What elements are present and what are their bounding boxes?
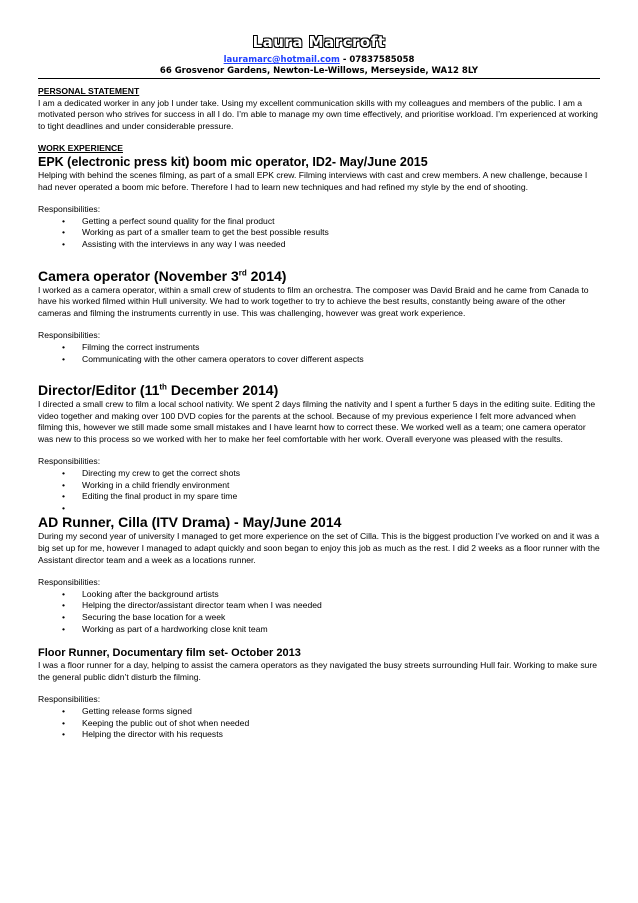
personal-statement-heading: PERSONAL STATEMENT [38, 86, 140, 96]
list-item: • Helping the director with his requests [38, 729, 600, 741]
responsibilities-list [38, 216, 600, 251]
list-item: • Editing the final product in my spare time [38, 491, 600, 503]
list-item: • Working as part of a smaller team to get the best possible results [38, 227, 600, 239]
phone-number: - 07837585058 [339, 55, 415, 65]
responsibilities-label: Responsibilities: [38, 204, 101, 215]
candidate-name: Laura Marcroft [252, 33, 386, 51]
email-link[interactable]: lauramarc@hotmail.com [223, 55, 340, 65]
job-description: I was a floor runner for a day, helping to assist the camera operators as they navigated the busy streets surrounding Hull fair. Working to make sure the general public didn’t disturb the filming. [38, 660, 598, 682]
job-title: EPK (electronic press kit) boom mic operator, ID2- May/June 2015 [38, 154, 428, 169]
job-title: Camera operator (November 3rd 2014) [38, 267, 287, 284]
personal-statement-section [38, 86, 600, 132]
job-epk [38, 155, 600, 251]
job-title: Director/Editor (11th December 2014) [38, 382, 279, 399]
job-description: During my second year of university I managed to get more experience on the set of Cilla. This is the biggest production I’ve worked on and it was a big set up for me, however I managed to adapt quickly and soon began to enjoy this job as much as the rest. I did 2 weeks as a floor runner with the Assistant director team and a week as a locations runner. [38, 531, 600, 565]
list-item: • Assisting with the interviews in any way I was needed [38, 239, 600, 251]
list-item: • Looking after the background artists [38, 589, 600, 601]
responsibilities-label: Responsibilities: [38, 577, 101, 588]
address-line: 66 Grosvenor Gardens, Newton-Le-Willows, Merseyside, WA12 8LY [159, 66, 479, 76]
job-director-editor [38, 382, 600, 514]
list-item: • Getting release forms signed [38, 706, 600, 718]
job-description: I directed a small crew to film a local school nativity. We spent 2 days filming the nativity and I spent a further 5 days in the editing suite. Editing the video together and making over 100 DVD copies for the parents at the school. Because of my previous experience I felt more advanced when filming this, however we still made some small mistakes and I have learnt how to correct these. We worked well as a team; one camera operator was new to this process so we worked with her to make her feel comfortable with her work. Overall everyone was pleased with the results. [38, 399, 596, 444]
list-item: • Directing my crew to get the correct shots [38, 468, 600, 480]
list-item: • Working in a child friendly environment [38, 480, 600, 492]
list-item: • Keeping the public out of shot when needed [38, 718, 600, 730]
list-item [38, 503, 600, 515]
job-description: I worked as a camera operator, within a small crew of students to film an orchestra. The composer was David Braid and he came from Canada to have his worked filmed within Hull university. We had to work together to try to achieve the best results, constantly being aware of the other cameras and filming the instruments currently in use. This was challenging, however was great work experience. [38, 284, 589, 318]
resume-body [38, 86, 600, 741]
responsibilities-list [38, 589, 600, 635]
responsibilities-list [38, 468, 600, 514]
job-title: Floor Runner, Documentary film set- October 2013 [38, 647, 301, 660]
header-divider [38, 78, 600, 79]
responsibilities-label: Responsibilities: [38, 456, 101, 467]
job-camera-operator [38, 268, 600, 366]
job-ad-runner [38, 514, 600, 635]
job-floor-runner [38, 646, 600, 741]
responsibilities-label: Responsibilities: [38, 694, 101, 705]
list-item: • Helping the director/assistant director team when I was needed [38, 600, 600, 612]
list-item: • Getting a perfect sound quality for the final product [38, 216, 600, 228]
responsibilities-label: Responsibilities: [38, 330, 101, 341]
work-experience-heading: WORK EXPERIENCE [38, 143, 123, 154]
responsibilities-list [38, 342, 600, 365]
list-item: • Communicating with the other camera operators to cover different aspects [38, 354, 600, 366]
responsibilities-list [38, 706, 600, 741]
contact-line [0, 55, 638, 65]
list-item: • Working as part of a hardworking close knit team [38, 624, 600, 636]
list-item: • Filming the correct instruments [38, 342, 600, 354]
job-title: AD Runner, Cilla (ITV Drama) - May/June 2014 [38, 514, 342, 531]
job-description: Helping with behind the scenes filming, as part of a small EPK crew. Filming interviews with cast and crew members. A new challenge, because I had never operated a boom mic before. Therefore I had to learn new techniques and had refined my style by the end of shooting. [38, 169, 588, 192]
personal-statement-text: I am a dedicated worker in any job I under take. Using my excellent communication skills with my colleagues and members of the public. I am a motivated person who strives for success in all I do. I’m able to manage my own time effectively, and prioritise workload. I’m experienced at working to tight deadlines and under considerable pressure. [38, 97, 598, 131]
list-item: • Securing the base location for a week [38, 612, 600, 624]
